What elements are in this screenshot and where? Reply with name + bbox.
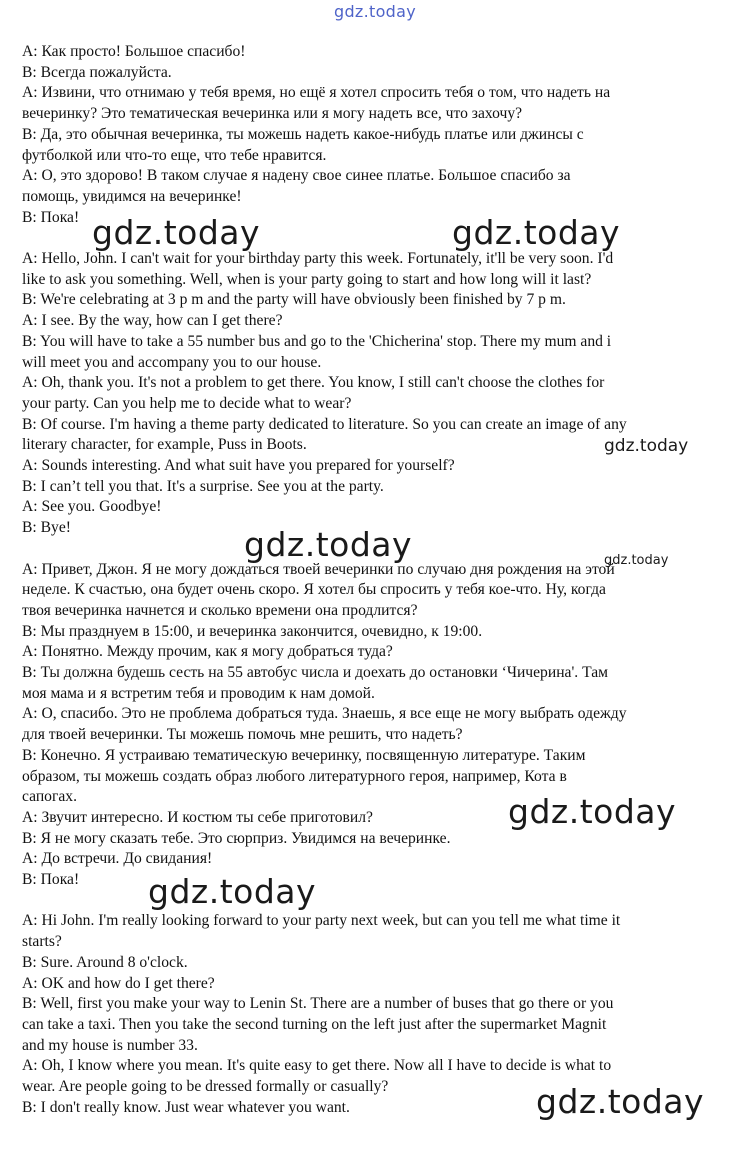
dialogue-line: A: Как просто! Большое спасибо! bbox=[22, 43, 246, 60]
dialogue-line: can take a taxi. Then you take the second turning on the left just after the supermarket Magnit bbox=[22, 1016, 607, 1033]
dialogue-line: B: Well, first you make your way to Lenin St. There are a number of buses that go there or you bbox=[22, 995, 614, 1013]
dialogue-1 bbox=[22, 42, 730, 228]
header-watermark: gdz.today bbox=[334, 2, 416, 21]
watermark: gdz.today bbox=[148, 872, 317, 911]
dialogue-line: B: Пока! bbox=[22, 208, 80, 226]
dialogue-line: B: Ты должна будешь сесть на 55 автобус числа и доехать до остановки ‘Чичерина'. Там bbox=[22, 664, 608, 682]
dialogue-line: A: Звучит интересно. И костюм ты себе приготовил? bbox=[22, 808, 373, 826]
dialogue-line: A: See you. Goodbye! bbox=[22, 498, 162, 516]
dialogue-line: wear. Are people going to be dressed formally or casually? bbox=[22, 1078, 389, 1096]
dialogue-line: A: Извини, что отнимаю у тебя время, но ещё я хотел спросить тебя о том, что надеть на bbox=[22, 84, 611, 102]
dialogue-line: B: We're celebrating at 3 p m and the party will have obviously been finished by 7 p m. bbox=[22, 291, 566, 309]
dialogue-line: B: Я не могу сказать тебе. Это сюрприз. Увидимся на вечеринке. bbox=[22, 829, 451, 847]
dialogue-line: B: Да, это обычная вечеринка, ты можешь надеть какое-нибудь платье или джинсы с bbox=[22, 125, 584, 143]
dialogue-line: для твоей вечеринки. Ты можешь помочь мне решить, что надеть? bbox=[22, 726, 463, 744]
dialogue-2 bbox=[22, 249, 730, 539]
dialogue-line: A: До встречи. До свидания! bbox=[22, 850, 213, 868]
dialogue-line: like to ask you something. Well, when is your party going to start and how long will it last? bbox=[22, 270, 592, 288]
dialogue-line: B: Bye! bbox=[22, 519, 71, 537]
dialogue-line: образом, ты можешь создать образ любого литературного героя, например, Кота в bbox=[22, 767, 567, 785]
dialogue-line: A: Понятно. Между прочим, как я могу добраться туда? bbox=[22, 643, 393, 661]
dialogue-line: B: I can’t tell you that. It's a surprise. See you at the party. bbox=[22, 477, 384, 495]
dialogue-line: B: I don't really know. Just wear whatever you want. bbox=[22, 1098, 350, 1116]
dialogue-line: will meet you and accompany you to our house. bbox=[22, 353, 322, 371]
dialogue-line: A: Привет, Джон. Я не могу дождаться твоей вечеринки по случаю дня рождения на этой bbox=[22, 560, 615, 578]
dialogue-line: B: Всегда пожалуйста. bbox=[22, 63, 172, 81]
dialogue-line: A: О, спасибо. Это не проблема добраться туда. Знаешь, я все еще не могу выбрать одежду bbox=[22, 705, 627, 723]
dialogue-line: A: Hello, John. I can't wait for your birthday party this week. Fortunately, it'll be very soon. I'd bbox=[22, 250, 614, 268]
dialogue-line: вечеринку? Это тематическая вечеринка или я могу надеть все, что захочу? bbox=[22, 105, 523, 123]
dialogue-3 bbox=[22, 560, 730, 891]
dialogue-separator bbox=[22, 891, 730, 912]
dialogue-line: неделе. К счастью, она будет очень скоро. Я хотел бы спросить у тебя кое-что. Ну, когда bbox=[22, 581, 606, 599]
dialogue-line: A: OK and how do I get there? bbox=[22, 974, 215, 992]
dialogue-line: A: Oh, thank you. It's not a problem to get there. You know, I still can't choose the clothes for bbox=[22, 374, 605, 392]
dialogue-line: A: Hi John. I'm really looking forward to your party next week, but can you tell me what time it bbox=[22, 912, 621, 930]
dialogue-line: your party. Can you help me to decide what to wear? bbox=[22, 394, 352, 412]
dialogue-line: моя мама и я встретим тебя и проводим к нам домой. bbox=[22, 684, 375, 702]
dialogue-line: B: Мы празднуем в 15:00, и вечеринка закончится, очевидно, к 19:00. bbox=[22, 622, 483, 640]
dialogue-line: сапогах. bbox=[22, 788, 77, 806]
dialogue-line: футболкой или что-то еще, что тебе нравится. bbox=[22, 146, 327, 164]
watermark: gdz.today bbox=[508, 792, 677, 831]
watermark: gdz.today bbox=[604, 553, 669, 568]
dialogue-line: твоя вечеринка начнется и сколько времени она продлится? bbox=[22, 601, 418, 619]
dialogue-line: A: I see. By the way, how can I get there? bbox=[22, 312, 283, 330]
dialogue-line: B: Пока! bbox=[22, 871, 80, 889]
dialogue-line: and my house is number 33. bbox=[22, 1036, 198, 1054]
watermark: gdz.today bbox=[536, 1082, 705, 1121]
dialogue-line: B: Of course. I'm having a theme party dedicated to literature. So you can create an image of any bbox=[22, 415, 627, 433]
dialogue-line: B: You will have to take a 55 number bus and go to the 'Chicherina' stop. There my mum and i bbox=[22, 332, 612, 350]
dialogue-line: помощь, увидимся на вечеринке! bbox=[22, 187, 242, 205]
watermark: gdz.today bbox=[604, 436, 689, 456]
watermark: gdz.today bbox=[92, 213, 261, 252]
dialogue-line: A: О, это здорово! В таком случае я надену свое синее платье. Большое спасибо за bbox=[22, 167, 571, 185]
dialogue-line: literary character, for example, Puss in Boots. bbox=[22, 436, 307, 454]
document-body bbox=[22, 42, 730, 1119]
dialogue-line: B: Sure. Around 8 o'clock. bbox=[22, 953, 188, 971]
dialogue-line: B: Конечно. Я устраиваю тематическую вечеринку, посвященную литературе. Таким bbox=[22, 746, 586, 764]
watermark: gdz.today bbox=[244, 525, 413, 564]
watermark: gdz.today bbox=[452, 213, 621, 252]
dialogue-line: A: Sounds interesting. And what suit have you prepared for yourself? bbox=[22, 457, 455, 475]
dialogue-line: A: Oh, I know where you mean. It's quite easy to get there. Now all I have to decide is what to bbox=[22, 1057, 612, 1075]
dialogue-line: starts? bbox=[22, 933, 62, 951]
